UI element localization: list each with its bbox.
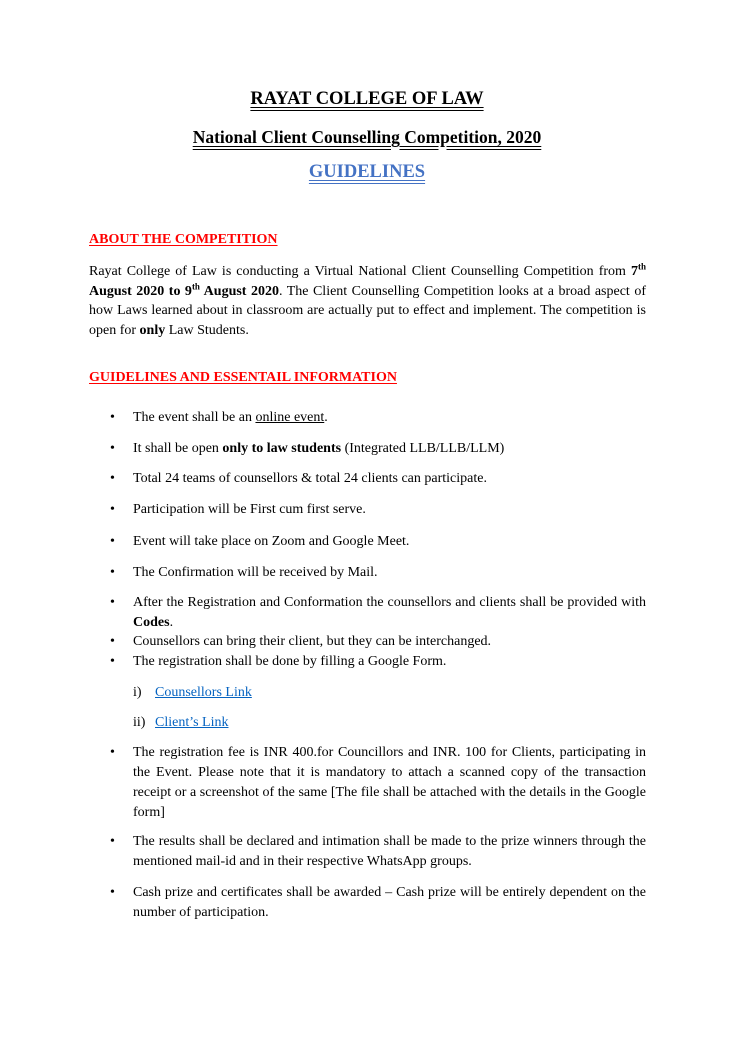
list-item: • The registration fee is INR 400.for Councillors and INR. 100 for Clients, participating in the Event. Please note that it is mandatory to attach a scanned copy of the transaction receipt or a screenshot of the same [The file shall be attached with the details in the Google form] — [110, 745, 646, 820]
list-item: • The event shall be an online event. — [110, 408, 646, 428]
bullet-icon: • — [110, 534, 115, 549]
bullet-icon: • — [110, 745, 115, 760]
sub-list-number: ii) — [133, 715, 146, 730]
sub-list-number: i) — [133, 685, 142, 700]
list-item: • The results shall be declared and intimation shall be made to the prize winners through the mentioned mail-id and in their respective WhatsApp groups. — [110, 834, 646, 869]
list-item: • After the Registration and Conformation the counsellors and clients shall be provided with Codes. — [110, 595, 646, 630]
counsellors-link[interactable]: Counsellors Link — [155, 685, 252, 700]
bullet-icon: • — [110, 654, 115, 669]
sub-list-item — [133, 683, 252, 703]
bullet-icon: • — [110, 441, 115, 456]
guidelines-heading: GUIDELINES AND ESSENTAIL INFORMATION — [89, 370, 397, 385]
bullet-icon: • — [110, 834, 115, 849]
clients-link[interactable]: Client’s Link — [155, 715, 229, 730]
about-heading: ABOUT THE COMPETITION — [89, 232, 278, 247]
bullet-icon: • — [110, 471, 115, 486]
bullet-icon: • — [110, 885, 115, 900]
list-item: • Counsellors can bring their client, but they can be interchanged. — [110, 632, 646, 652]
sub-list-item — [133, 713, 229, 733]
bullet-icon: • — [110, 410, 115, 425]
list-item: • Total 24 teams of counsellors & total 24 clients can participate. — [110, 469, 646, 489]
bullet-icon: • — [110, 595, 115, 610]
about-paragraph: Rayat College of Law is conducting a Virtual National Client Counselling Competition from 7th August 2020 to 9th August 2020. The Client Counselling Competition looks at a broad aspect of how Laws learned about in classroom are actually put to effect and implement. The competition is open for only Law Students. — [89, 261, 646, 338]
list-item: • Event will take place on Zoom and Google Meet. — [110, 532, 646, 552]
list-item: • Participation will be First cum first serve. — [110, 500, 646, 520]
bullet-icon: • — [110, 634, 115, 649]
competition-title: National Client Counselling Competition, 2020 — [192, 127, 542, 147]
list-item: • Cash prize and certificates shall be awarded – Cash prize will be entirely dependent on the number of participation. — [110, 885, 646, 920]
bullet-icon: • — [110, 565, 115, 580]
list-item: • The registration shall be done by filling a Google Form. — [110, 652, 646, 672]
guidelines-title: GUIDELINES — [308, 162, 426, 182]
list-item: • The Confirmation will be received by Mail. — [110, 563, 646, 583]
list-item: • It shall be open only to law students (Integrated LLB/LLB/LLM) — [110, 439, 646, 459]
bullet-icon: • — [110, 502, 115, 517]
college-title: RAYAT COLLEGE OF LAW — [250, 89, 484, 109]
